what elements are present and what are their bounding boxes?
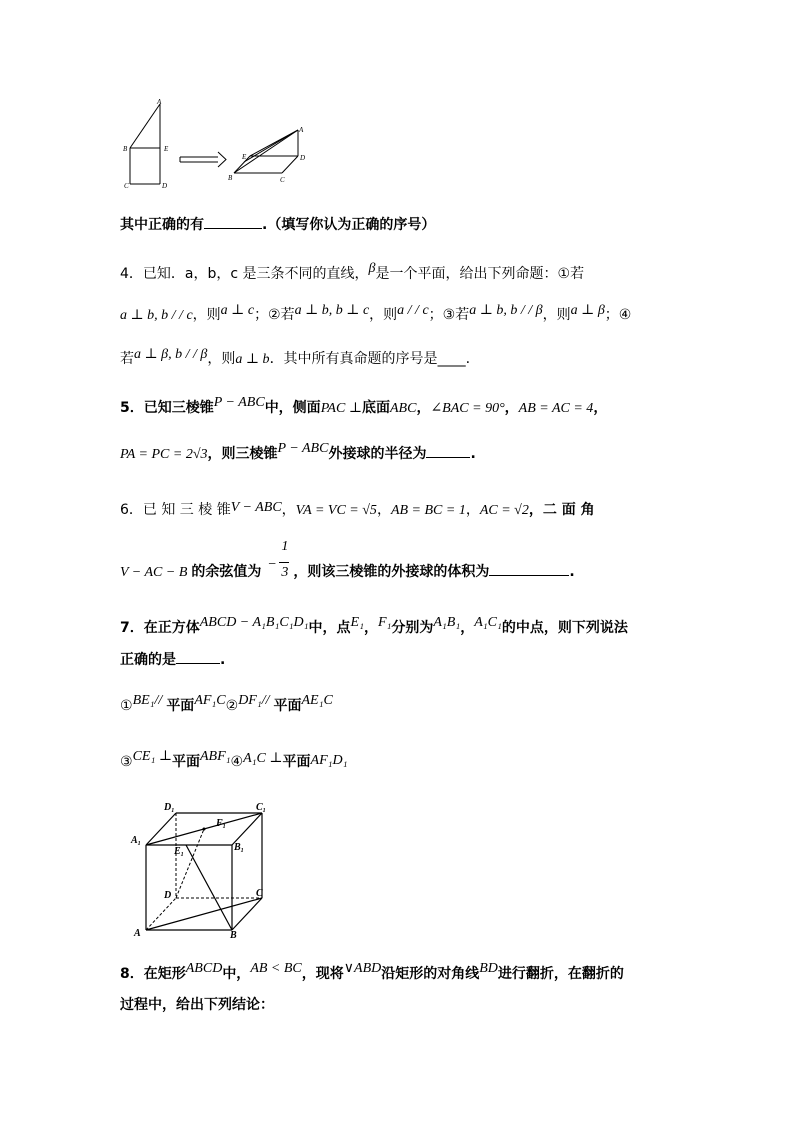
q6-l2-math-1: V − AC − B bbox=[120, 565, 188, 580]
q5-l2-text-1: ，则三棱锥 bbox=[207, 446, 278, 462]
q5-text-2: 中，侧面 bbox=[264, 400, 321, 416]
q6-l2-text-1: 的余弦值为 bbox=[191, 564, 262, 580]
label-C-left: C bbox=[124, 182, 129, 190]
q6-frac-den: 3 bbox=[281, 565, 289, 580]
q3-suffix: .（填写你认为正确的序号） bbox=[262, 217, 436, 233]
q8-text-3: ，现将 bbox=[301, 966, 344, 982]
q3-text: 其中正确的有 bbox=[120, 217, 204, 233]
q5-l2-math-1: PA = PC = 2√3 bbox=[120, 447, 208, 462]
q7-line2 bbox=[120, 648, 225, 671]
q4-text-5: ，则 bbox=[542, 307, 571, 323]
cube-label-D: D bbox=[164, 890, 172, 901]
q8-math-2: AB < BC bbox=[250, 961, 302, 976]
q6-l2-text-2: ，则该三棱锥的外接球的体积为 bbox=[293, 564, 490, 580]
q6-math-1: V − ABC bbox=[230, 500, 282, 515]
q5-l2-text-2: 外接球的半径为 bbox=[328, 446, 427, 462]
q6-end: . bbox=[569, 564, 575, 580]
q7-text-2: 中，点 bbox=[308, 620, 351, 636]
label-D-right: D bbox=[300, 154, 306, 162]
q7-end: . bbox=[220, 652, 226, 668]
q4-line3 bbox=[120, 347, 470, 371]
q3-answer-line bbox=[120, 213, 435, 236]
q8-text-4: 沿矩形的对角线 bbox=[381, 966, 480, 982]
q4-l3-text-1: 若 bbox=[120, 351, 134, 367]
q4-stem: 4．已知．a，b，c 是三条不同的直线， bbox=[120, 266, 369, 282]
q7-option-3-plane: ABF₁ bbox=[200, 749, 231, 764]
q5-math-2: PAC ⊥ bbox=[320, 401, 362, 416]
q7-option-1-plane: AF₁C bbox=[194, 693, 226, 708]
q8-line1 bbox=[120, 962, 624, 986]
q7-options-2 bbox=[120, 750, 347, 774]
q8-line2 bbox=[120, 993, 274, 1016]
q7-option-4-plane: AF₁D₁ bbox=[310, 753, 348, 768]
q7-math-5: A₁C₁ bbox=[474, 615, 502, 630]
q4-text-1: ，则 bbox=[192, 307, 221, 323]
q6-text-2: ， bbox=[281, 502, 296, 518]
q7-options-1 bbox=[120, 694, 333, 718]
q5-math-5: AB = AC = 4 bbox=[518, 401, 594, 416]
cube-label-E1: $E_1$ bbox=[174, 846, 184, 858]
q7-option-4-math: A₁C ⊥ bbox=[243, 751, 283, 766]
q3-blank[interactable] bbox=[204, 214, 262, 229]
label-E-left: E bbox=[164, 145, 169, 153]
q7-option-3-math: CE₁ ⊥ bbox=[132, 749, 172, 764]
q7-text-3: ， bbox=[363, 620, 378, 636]
q6-line2 bbox=[120, 540, 575, 590]
q8-text-2: 中， bbox=[222, 966, 251, 982]
q5-l2-math-2: P − ABC bbox=[277, 441, 329, 456]
q4-end: . bbox=[465, 351, 471, 367]
q4-l3-text-3: ．其中所有真命题的序号是 bbox=[269, 351, 438, 367]
q7-text-6: 的中点，则下列说法 bbox=[501, 620, 628, 636]
q4-l3-math-1: a ⊥ β, b / / β bbox=[134, 347, 208, 362]
q6-frac-num: 1 bbox=[281, 539, 289, 554]
q4-line1 bbox=[120, 262, 584, 286]
label-B-left: B bbox=[123, 145, 128, 153]
q7-option-3-text: 平面 bbox=[172, 754, 200, 770]
q5-text-4: ， bbox=[416, 400, 431, 416]
q6-text-3: ， bbox=[376, 502, 391, 518]
q5-line2 bbox=[120, 442, 476, 466]
q7-option-2-math: DF₁// bbox=[238, 693, 270, 708]
q7-math-4: A₁B₁ bbox=[433, 615, 461, 630]
q5-line1 bbox=[120, 396, 607, 420]
cube-label-D1: $D_1$ bbox=[164, 802, 175, 814]
q4-blank[interactable]: ____ bbox=[437, 351, 466, 367]
q8-text-l2: 过程中，给出下列结论： bbox=[120, 997, 274, 1013]
q4-math-3: a ⊥ b, b ⊥ c bbox=[294, 303, 370, 318]
q6-frac-sign: − bbox=[267, 557, 277, 572]
label-B-right: B bbox=[228, 174, 233, 182]
q7-option-1-num: ① bbox=[120, 698, 133, 714]
q4-l3-text-2: ，则 bbox=[207, 351, 236, 367]
q7-line1 bbox=[120, 616, 628, 640]
q4-stem-b: 是一个平面，给出下列命题：①若 bbox=[375, 266, 585, 282]
q6-math-2: VA = VC = √5 bbox=[295, 503, 377, 518]
q7-math-2: E₁ bbox=[350, 615, 364, 630]
cube-label-C1: $C_1$ bbox=[256, 802, 266, 814]
q8-math-3: ∨ABD bbox=[343, 961, 382, 976]
q7-text-1: 7．在正方体 bbox=[120, 620, 200, 636]
q8-text-1: 8．在矩形 bbox=[120, 966, 186, 982]
q4-math-1: a ⊥ b, b / / c bbox=[120, 308, 193, 323]
q6-text-1: 6．已 知 三 棱 锥 bbox=[120, 502, 231, 518]
q8-text-5: 进行翻折，在翻折的 bbox=[497, 966, 624, 982]
q5-blank[interactable] bbox=[426, 443, 470, 458]
q5-text-1: 5．已知三棱锥 bbox=[120, 400, 214, 416]
q7-text-l2: 正确的是 bbox=[120, 652, 176, 668]
q7-option-3-num: ③ bbox=[120, 754, 133, 770]
cube-label-B: B bbox=[230, 930, 237, 940]
q7-math-3: F₁ bbox=[377, 615, 392, 630]
q7-option-2-plane: AE₁C bbox=[301, 693, 333, 708]
q4-math-6: a ⊥ β bbox=[570, 303, 605, 318]
q4-math-4: a / / c bbox=[397, 303, 429, 318]
cube-figure bbox=[128, 796, 278, 940]
q4-math-2: a ⊥ c bbox=[220, 303, 255, 318]
q7-blank[interactable] bbox=[176, 649, 220, 664]
q6-line1 bbox=[120, 498, 595, 522]
q4-line2 bbox=[120, 303, 631, 327]
cube-label-F1: $F_1$ bbox=[216, 818, 226, 830]
q4-l3-math-2: a ⊥ b bbox=[235, 352, 270, 367]
cube-label-B1: $B_1$ bbox=[234, 842, 244, 854]
label-A-right: A bbox=[299, 126, 304, 134]
q4-text-2: ；②若 bbox=[254, 307, 295, 323]
q6-blank[interactable] bbox=[489, 561, 569, 576]
cube-label-C: C bbox=[256, 888, 263, 899]
q4-text-4: ；③若 bbox=[428, 307, 470, 323]
q5-text-3: 底面 bbox=[362, 400, 390, 416]
q7-option-2-num: ② bbox=[225, 698, 239, 714]
q5-text-6: ， bbox=[593, 400, 608, 416]
q4-text-6: ；④ bbox=[604, 307, 632, 323]
q4-math-5: a ⊥ b, b / / β bbox=[469, 303, 543, 318]
q4-beta: β bbox=[368, 261, 376, 276]
label-C-right: C bbox=[280, 176, 285, 184]
q7-option-1-math: BE₁// bbox=[132, 693, 163, 708]
q5-text-5: ， bbox=[504, 400, 519, 416]
folding-figure bbox=[118, 96, 318, 196]
q7-option-2-text: 平面 bbox=[273, 698, 302, 714]
q5-math-4: ∠BAC = 90° bbox=[430, 401, 505, 416]
q7-option-4-text: 平面 bbox=[282, 754, 311, 770]
q5-math-3: ABC bbox=[390, 401, 417, 416]
q4-text-3: ，则 bbox=[369, 307, 398, 323]
q7-option-4-num: ④ bbox=[230, 754, 244, 770]
q6-math-4: AC = √2 bbox=[479, 503, 529, 518]
q6-fraction bbox=[267, 540, 293, 580]
q7-text-5: ， bbox=[460, 620, 475, 636]
label-D-left: D bbox=[162, 182, 168, 190]
q7-math-1: ABCD − A₁B₁C₁D₁ bbox=[199, 615, 309, 630]
q8-math-1: ABCD bbox=[185, 961, 223, 976]
q6-text-5: ，二 面 角 bbox=[528, 502, 595, 518]
q6-math-3: AB = BC = 1 bbox=[390, 503, 466, 518]
label-E-right: E bbox=[242, 153, 247, 161]
q8-math-4: BD bbox=[479, 961, 498, 976]
cube-label-A1: $A_1$ bbox=[131, 835, 141, 847]
cube-label-A: A bbox=[134, 928, 141, 939]
q5-math-1: P − ABC bbox=[213, 395, 265, 410]
q6-text-4: ， bbox=[465, 502, 480, 518]
q7-text-4: 分别为 bbox=[391, 620, 434, 636]
q7-option-1-text: 平面 bbox=[166, 698, 195, 714]
label-A-left: A bbox=[157, 98, 162, 106]
q5-end: . bbox=[470, 446, 476, 462]
